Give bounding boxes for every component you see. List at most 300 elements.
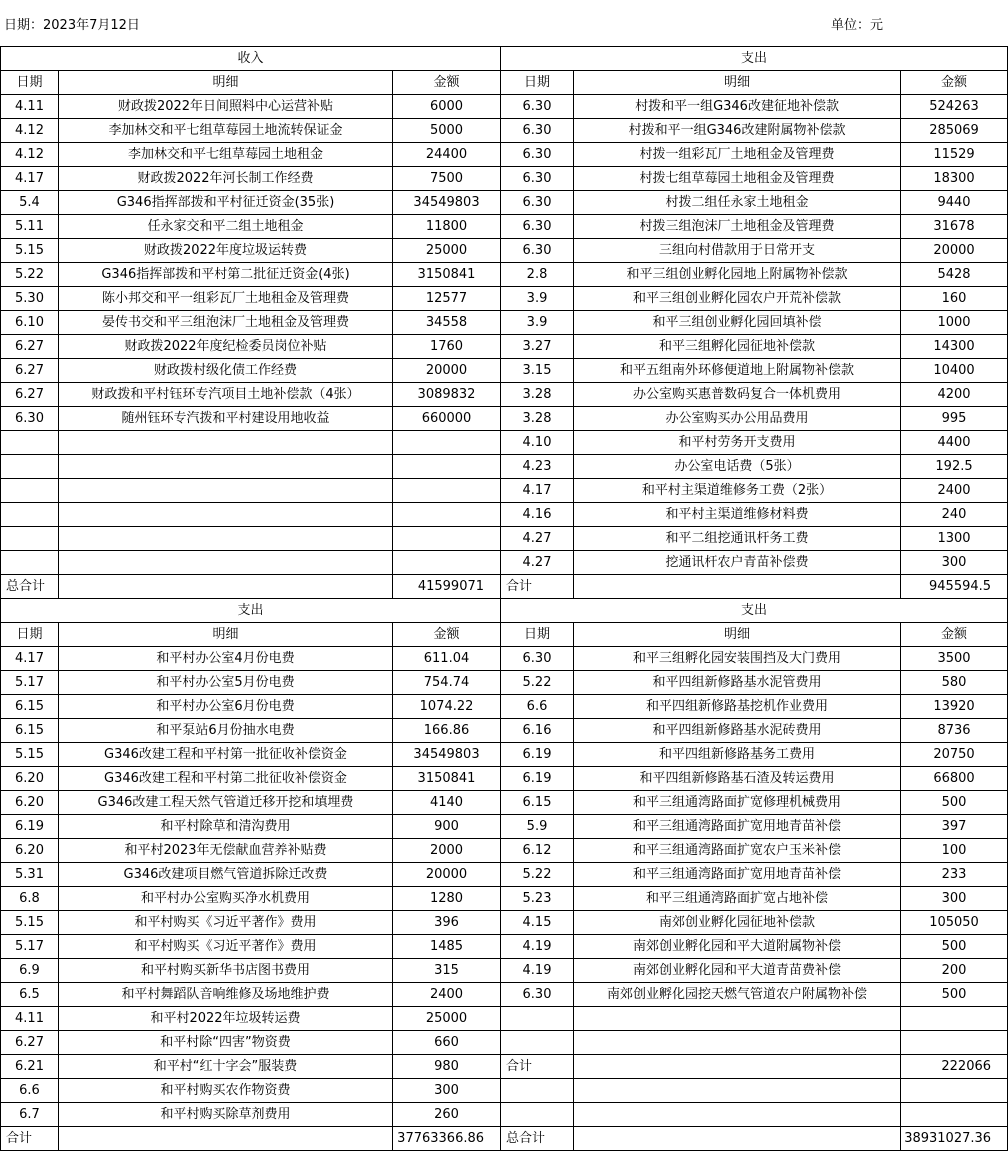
entry-detail: 和平村“红十字会”服装费 bbox=[59, 1055, 393, 1079]
table-row bbox=[1, 719, 1008, 743]
table-row bbox=[1, 455, 1008, 479]
entry-detail: 和平村主渠道维修材料费 bbox=[574, 503, 901, 527]
date-column-header: 日期 bbox=[1, 71, 59, 95]
expense-subtotal-value: 222066 bbox=[901, 1055, 1008, 1079]
grand-total-row bbox=[1, 1127, 1008, 1151]
entry-date: 6.30 bbox=[501, 647, 574, 671]
entry-date bbox=[1, 503, 59, 527]
report-date: 日期：2023年7月12日 bbox=[4, 18, 140, 33]
table-row bbox=[1, 119, 1008, 143]
amount-column-header: 金额 bbox=[901, 71, 1008, 95]
entry-amount: 995 bbox=[901, 407, 1008, 431]
entry-detail: 村拨二组任永家土地租金 bbox=[574, 191, 901, 215]
entry-amount: 20000 bbox=[901, 239, 1008, 263]
entry-amount bbox=[393, 455, 501, 479]
table-row bbox=[1, 287, 1008, 311]
entry-date: 6.27 bbox=[1, 383, 59, 407]
entry-date: 3.9 bbox=[501, 287, 574, 311]
amount-column-header: 金额 bbox=[393, 71, 501, 95]
table-row bbox=[1, 1079, 1008, 1103]
entry-date bbox=[1, 527, 59, 551]
entry-amount: 200 bbox=[901, 959, 1008, 983]
section-title-row bbox=[1, 599, 1008, 623]
table-row bbox=[1, 311, 1008, 335]
entry-detail bbox=[574, 1031, 901, 1055]
entry-date: 6.30 bbox=[501, 167, 574, 191]
entry-detail: 和平泵站6月份抽水电费 bbox=[59, 719, 393, 743]
table-row bbox=[1, 503, 1008, 527]
entry-date: 6.5 bbox=[1, 983, 59, 1007]
table-row bbox=[1, 527, 1008, 551]
entry-detail: 和平三组孵化园安装围挡及大门费用 bbox=[574, 647, 901, 671]
entry-detail: 南郊创业孵化园挖天燃气管道农户附属物补偿 bbox=[574, 983, 901, 1007]
entry-date: 4.11 bbox=[1, 1007, 59, 1031]
entry-date: 6.27 bbox=[1, 359, 59, 383]
entry-detail: 和平村购买除草剂费用 bbox=[59, 1103, 393, 1127]
entry-date: 2.8 bbox=[501, 263, 574, 287]
table-row bbox=[1, 935, 1008, 959]
date-column-header: 日期 bbox=[1, 623, 59, 647]
entry-detail: G346指挥部拨和平村第二批征迁资金(4张) bbox=[59, 263, 393, 287]
entry-amount: 34558 bbox=[393, 311, 501, 335]
table-row bbox=[1, 959, 1008, 983]
entry-date bbox=[1, 551, 59, 575]
entry-amount: 980 bbox=[393, 1055, 501, 1079]
entry-amount: 1300 bbox=[901, 527, 1008, 551]
entry-amount: 24400 bbox=[393, 143, 501, 167]
entry-detail: 和平村主渠道维修务工费（2张） bbox=[574, 479, 901, 503]
expense-section-2-title: 支出 bbox=[1, 599, 501, 623]
entry-amount: 12577 bbox=[393, 287, 501, 311]
entry-detail: 财政拨2022年度纪检委员岗位补贴 bbox=[59, 335, 393, 359]
entry-date bbox=[501, 1079, 574, 1103]
income-total-value: 41599071 bbox=[393, 575, 501, 599]
entry-amount: 300 bbox=[393, 1079, 501, 1103]
entry-detail bbox=[59, 455, 393, 479]
entry-amount: 1485 bbox=[393, 935, 501, 959]
amount-column-header: 金额 bbox=[393, 623, 501, 647]
entry-amount: 580 bbox=[901, 671, 1008, 695]
entry-amount: 11529 bbox=[901, 143, 1008, 167]
entry-detail: 和平村购买新华书店图书费用 bbox=[59, 959, 393, 983]
entry-date: 5.31 bbox=[1, 863, 59, 887]
detail-column-header: 明细 bbox=[59, 71, 393, 95]
entry-amount bbox=[901, 1079, 1008, 1103]
table-row bbox=[1, 143, 1008, 167]
entry-amount: 13920 bbox=[901, 695, 1008, 719]
entry-date: 5.22 bbox=[501, 671, 574, 695]
entry-detail: 和平村购买农作物资费 bbox=[59, 1079, 393, 1103]
entry-amount: 14300 bbox=[901, 335, 1008, 359]
entry-amount: 315 bbox=[393, 959, 501, 983]
table-row bbox=[1, 983, 1008, 1007]
entry-detail: 李加林交和平七组草莓园土地租金 bbox=[59, 143, 393, 167]
grand-total-label: 总合计 bbox=[501, 1127, 574, 1151]
entry-detail: 和平四组新修路基务工费用 bbox=[574, 743, 901, 767]
expense-section-title: 支出 bbox=[501, 47, 1008, 71]
table-row bbox=[1, 1103, 1008, 1127]
entry-detail: 南郊创业孵化园和平大道青苗费补偿 bbox=[574, 959, 901, 983]
column-header-row bbox=[1, 71, 1008, 95]
entry-date: 6.8 bbox=[1, 887, 59, 911]
entry-detail: 和平四组新修路基挖机作业费用 bbox=[574, 695, 901, 719]
entry-amount bbox=[901, 1103, 1008, 1127]
entry-detail: 和平村2023年无偿献血营养补贴费 bbox=[59, 839, 393, 863]
entry-amount bbox=[393, 527, 501, 551]
entry-detail: 财政拨2022年度垃圾运转费 bbox=[59, 239, 393, 263]
entry-date: 5.17 bbox=[1, 935, 59, 959]
table-row bbox=[1, 743, 1008, 767]
table-row bbox=[1, 95, 1008, 119]
entry-detail: 和平村2022年垃圾转运费 bbox=[59, 1007, 393, 1031]
date-column-header: 日期 bbox=[501, 623, 574, 647]
entry-detail: 和平村办公室6月份电费 bbox=[59, 695, 393, 719]
entry-detail: G346改建工程和平村第二批征收补偿资金 bbox=[59, 767, 393, 791]
entry-detail bbox=[59, 551, 393, 575]
entry-amount: 3150841 bbox=[393, 263, 501, 287]
entry-amount: 192.5 bbox=[901, 455, 1008, 479]
entry-detail: 和平村购买《习近平著作》费用 bbox=[59, 935, 393, 959]
entry-amount: 100 bbox=[901, 839, 1008, 863]
entry-amount: 4200 bbox=[901, 383, 1008, 407]
entry-detail: 和平三组通湾路面扩宽农户玉米补偿 bbox=[574, 839, 901, 863]
detail-column-header: 明细 bbox=[574, 71, 901, 95]
table-row bbox=[1, 863, 1008, 887]
detail-column-header: 明细 bbox=[59, 623, 393, 647]
entry-date: 6.20 bbox=[1, 839, 59, 863]
entry-date: 4.17 bbox=[1, 167, 59, 191]
entry-date: 5.11 bbox=[1, 215, 59, 239]
entry-date bbox=[1, 431, 59, 455]
entry-amount: 900 bbox=[393, 815, 501, 839]
entry-date: 4.27 bbox=[501, 527, 574, 551]
entry-detail: 和平三组通湾路面扩宽用地青苗补偿 bbox=[574, 863, 901, 887]
entry-date: 6.15 bbox=[501, 791, 574, 815]
table-row bbox=[1, 911, 1008, 935]
entry-amount: 660000 bbox=[393, 407, 501, 431]
entry-date: 6.30 bbox=[501, 95, 574, 119]
entry-date: 6.20 bbox=[1, 791, 59, 815]
entry-detail: 和平三组通湾路面扩宽占地补偿 bbox=[574, 887, 901, 911]
entry-amount: 1074.22 bbox=[393, 695, 501, 719]
entry-detail: 财政拨和平村钰环专汽项目土地补偿款（4张） bbox=[59, 383, 393, 407]
expense-total-label: 合计 bbox=[1, 1127, 59, 1151]
entry-date: 3.28 bbox=[501, 383, 574, 407]
entry-amount: 524263 bbox=[901, 95, 1008, 119]
entry-date: 6.30 bbox=[501, 983, 574, 1007]
entry-date: 4.23 bbox=[501, 455, 574, 479]
entry-amount: 1000 bbox=[901, 311, 1008, 335]
entry-detail: 和平三组通湾路面扩宽用地青苗补偿 bbox=[574, 815, 901, 839]
entry-detail bbox=[574, 1103, 901, 1127]
entry-date: 6.30 bbox=[501, 215, 574, 239]
entry-amount: 10400 bbox=[901, 359, 1008, 383]
entry-amount bbox=[393, 479, 501, 503]
expense-total-value: 945594.5 bbox=[901, 575, 1008, 599]
entry-amount: 31678 bbox=[901, 215, 1008, 239]
entry-amount: 4140 bbox=[393, 791, 501, 815]
entry-amount: 5000 bbox=[393, 119, 501, 143]
entry-detail: 和平村办公室购买净水机费用 bbox=[59, 887, 393, 911]
entry-detail: 村拨一组彩瓦厂土地租金及管理费 bbox=[574, 143, 901, 167]
entry-date: 6.27 bbox=[1, 335, 59, 359]
entry-amount: 1760 bbox=[393, 335, 501, 359]
entry-detail: 办公室购买办公用品费用 bbox=[574, 407, 901, 431]
entry-amount bbox=[393, 431, 501, 455]
sheet-header bbox=[0, 0, 1008, 46]
entry-date bbox=[501, 1031, 574, 1055]
ledger-table bbox=[0, 46, 1008, 1151]
entry-amount: 500 bbox=[901, 983, 1008, 1007]
entry-date: 4.27 bbox=[501, 551, 574, 575]
entry-date: 4.12 bbox=[1, 119, 59, 143]
entry-date: 6.15 bbox=[1, 695, 59, 719]
entry-amount bbox=[901, 1007, 1008, 1031]
entry-detail: 和平四组新修路基水泥管费用 bbox=[574, 671, 901, 695]
entry-date: 6.9 bbox=[1, 959, 59, 983]
table-row bbox=[1, 791, 1008, 815]
entry-amount: 34549803 bbox=[393, 743, 501, 767]
entry-amount: 18300 bbox=[901, 167, 1008, 191]
entry-amount: 397 bbox=[901, 815, 1008, 839]
entry-detail: G346改建项目燃气管道拆除迁改费 bbox=[59, 863, 393, 887]
entry-amount: 34549803 bbox=[393, 191, 501, 215]
entry-date: 3.15 bbox=[501, 359, 574, 383]
entry-date: 6.30 bbox=[501, 119, 574, 143]
table-row bbox=[1, 1055, 1008, 1079]
entry-amount bbox=[901, 1031, 1008, 1055]
entry-date: 4.19 bbox=[501, 935, 574, 959]
entry-detail bbox=[574, 1079, 901, 1103]
entry-amount: 25000 bbox=[393, 1007, 501, 1031]
entry-date: 5.4 bbox=[1, 191, 59, 215]
entry-date: 4.17 bbox=[501, 479, 574, 503]
entry-date: 6.15 bbox=[1, 719, 59, 743]
entry-date: 4.19 bbox=[501, 959, 574, 983]
entry-date: 3.27 bbox=[501, 335, 574, 359]
table-row bbox=[1, 1007, 1008, 1031]
table-row bbox=[1, 215, 1008, 239]
entry-date bbox=[1, 479, 59, 503]
entry-date: 6.6 bbox=[1, 1079, 59, 1103]
entry-detail: 和平四组新修路基水泥砖费用 bbox=[574, 719, 901, 743]
entry-detail: G346改建工程天然气管道迁移开挖和填埋费 bbox=[59, 791, 393, 815]
entry-amount bbox=[393, 503, 501, 527]
entry-detail: 和平三组创业孵化园回填补偿 bbox=[574, 311, 901, 335]
entry-date: 6.30 bbox=[501, 191, 574, 215]
entry-detail: 财政拨2022年日间照料中心运营补贴 bbox=[59, 95, 393, 119]
entry-detail: 和平四组新修路基石渣及转运费用 bbox=[574, 767, 901, 791]
entry-amount: 754.74 bbox=[393, 671, 501, 695]
entry-amount: 9440 bbox=[901, 191, 1008, 215]
entry-date: 5.23 bbox=[501, 887, 574, 911]
entry-detail: 三组向村借款用于日常开支 bbox=[574, 239, 901, 263]
total-spacer bbox=[574, 575, 901, 599]
entry-amount bbox=[393, 551, 501, 575]
entry-detail: 和平村除“四害”物资费 bbox=[59, 1031, 393, 1055]
entry-detail bbox=[59, 503, 393, 527]
entry-date: 4.17 bbox=[1, 647, 59, 671]
entry-date: 6.20 bbox=[1, 767, 59, 791]
entry-detail: 村拨和平一组G346改建征地补偿款 bbox=[574, 95, 901, 119]
entry-detail: 和平五组南外环修便道地上附属物补偿款 bbox=[574, 359, 901, 383]
entry-date: 6.19 bbox=[501, 767, 574, 791]
entry-date: 4.11 bbox=[1, 95, 59, 119]
table-row bbox=[1, 839, 1008, 863]
total-spacer bbox=[574, 1127, 901, 1151]
entry-amount: 166.86 bbox=[393, 719, 501, 743]
entry-detail: 村拨三组泡沫厂土地租金及管理费 bbox=[574, 215, 901, 239]
total-spacer bbox=[59, 1127, 393, 1151]
amount-column-header: 金额 bbox=[901, 623, 1008, 647]
entry-date: 4.15 bbox=[501, 911, 574, 935]
entry-detail: 和平村劳务开支费用 bbox=[574, 431, 901, 455]
total-spacer bbox=[59, 575, 393, 599]
table-row bbox=[1, 335, 1008, 359]
table-row bbox=[1, 407, 1008, 431]
expense-subtotal-label: 合计 bbox=[501, 1055, 574, 1079]
entry-amount: 160 bbox=[901, 287, 1008, 311]
expense-section-3-title: 支出 bbox=[501, 599, 1008, 623]
entry-date: 6.12 bbox=[501, 839, 574, 863]
entry-detail: 财政拨2022年河长制工作经费 bbox=[59, 167, 393, 191]
entry-amount: 6000 bbox=[393, 95, 501, 119]
entry-date bbox=[501, 1103, 574, 1127]
total-row bbox=[1, 575, 1008, 599]
entry-detail: G346改建工程和平村第一批征收补偿资金 bbox=[59, 743, 393, 767]
currency-unit: 单位：元 bbox=[831, 18, 884, 33]
entry-detail: 和平村办公室4月份电费 bbox=[59, 647, 393, 671]
entry-amount: 233 bbox=[901, 863, 1008, 887]
entry-amount: 20750 bbox=[901, 743, 1008, 767]
entry-detail: 任永家交和平二组土地租金 bbox=[59, 215, 393, 239]
entry-amount: 2400 bbox=[393, 983, 501, 1007]
entry-date: 6.27 bbox=[1, 1031, 59, 1055]
table-row bbox=[1, 239, 1008, 263]
table-row bbox=[1, 887, 1008, 911]
entry-detail: 和平村舞蹈队音响维修及场地维护费 bbox=[59, 983, 393, 1007]
entry-detail: G346指挥部拨和平村征迁资金(35张) bbox=[59, 191, 393, 215]
entry-amount: 1280 bbox=[393, 887, 501, 911]
entry-amount: 285069 bbox=[901, 119, 1008, 143]
entry-detail: 南郊创业孵化园征地补偿款 bbox=[574, 911, 901, 935]
entry-detail: 办公室购买惠普数码复合一体机费用 bbox=[574, 383, 901, 407]
entry-detail bbox=[59, 527, 393, 551]
entry-date: 5.17 bbox=[1, 671, 59, 695]
table-row bbox=[1, 263, 1008, 287]
entry-detail: 挖通讯杆农户青苗补偿费 bbox=[574, 551, 901, 575]
entry-amount: 105050 bbox=[901, 911, 1008, 935]
entry-detail: 南郊创业孵化园和平大道附属物补偿 bbox=[574, 935, 901, 959]
entry-detail: 和平村除草和清沟费用 bbox=[59, 815, 393, 839]
entry-detail: 和平三组孵化园征地补偿款 bbox=[574, 335, 901, 359]
entry-amount: 500 bbox=[901, 791, 1008, 815]
table-row bbox=[1, 431, 1008, 455]
entry-amount: 396 bbox=[393, 911, 501, 935]
entry-amount: 3089832 bbox=[393, 383, 501, 407]
entry-date: 5.22 bbox=[501, 863, 574, 887]
entry-amount: 240 bbox=[901, 503, 1008, 527]
entry-date: 6.10 bbox=[1, 311, 59, 335]
entry-amount: 3500 bbox=[901, 647, 1008, 671]
table-row bbox=[1, 383, 1008, 407]
detail-column-header: 明细 bbox=[574, 623, 901, 647]
expense-total-value: 37763366.86 bbox=[393, 1127, 501, 1151]
table-row bbox=[1, 767, 1008, 791]
entry-detail bbox=[59, 431, 393, 455]
entry-amount: 2400 bbox=[901, 479, 1008, 503]
entry-detail: 李加林交和平七组草莓园土地流转保证金 bbox=[59, 119, 393, 143]
entry-detail: 和平二组挖通讯杆务工费 bbox=[574, 527, 901, 551]
expense-total-label: 合计 bbox=[501, 575, 574, 599]
entry-amount: 8736 bbox=[901, 719, 1008, 743]
entry-amount: 11800 bbox=[393, 215, 501, 239]
entry-detail: 和平三组创业孵化园农户开荒补偿款 bbox=[574, 287, 901, 311]
entry-detail: 随州钰环专汽拨和平村建设用地收益 bbox=[59, 407, 393, 431]
entry-date: 5.15 bbox=[1, 239, 59, 263]
entry-date bbox=[1, 455, 59, 479]
entry-amount: 66800 bbox=[901, 767, 1008, 791]
entry-detail: 晏传书交和平三组泡沫厂土地租金及管理费 bbox=[59, 311, 393, 335]
entry-amount: 7500 bbox=[393, 167, 501, 191]
entry-date: 3.9 bbox=[501, 311, 574, 335]
entry-detail: 陈小邦交和平一组彩瓦厂土地租金及管理费 bbox=[59, 287, 393, 311]
table-row bbox=[1, 551, 1008, 575]
table-row bbox=[1, 359, 1008, 383]
entry-date: 5.30 bbox=[1, 287, 59, 311]
entry-amount: 300 bbox=[901, 551, 1008, 575]
entry-date: 4.12 bbox=[1, 143, 59, 167]
entry-detail: 和平村办公室5月份电费 bbox=[59, 671, 393, 695]
entry-date: 5.15 bbox=[1, 911, 59, 935]
table-row bbox=[1, 191, 1008, 215]
entry-date bbox=[501, 1007, 574, 1031]
entry-amount: 500 bbox=[901, 935, 1008, 959]
entry-date: 6.16 bbox=[501, 719, 574, 743]
entry-date: 4.16 bbox=[501, 503, 574, 527]
entry-detail bbox=[574, 1055, 901, 1079]
entry-amount: 5428 bbox=[901, 263, 1008, 287]
table-row bbox=[1, 167, 1008, 191]
entry-detail: 和平村购买《习近平著作》费用 bbox=[59, 911, 393, 935]
section-title-row bbox=[1, 47, 1008, 71]
grand-total-value: 38931027.36 bbox=[901, 1127, 1008, 1151]
entry-date: 6.6 bbox=[501, 695, 574, 719]
entry-date: 6.30 bbox=[501, 239, 574, 263]
entry-date: 6.30 bbox=[501, 143, 574, 167]
income-total-label: 总合计 bbox=[1, 575, 59, 599]
table-row bbox=[1, 647, 1008, 671]
entry-amount: 20000 bbox=[393, 359, 501, 383]
entry-amount: 20000 bbox=[393, 863, 501, 887]
entry-amount: 260 bbox=[393, 1103, 501, 1127]
entry-date: 3.28 bbox=[501, 407, 574, 431]
entry-detail: 财政拨村级化债工作经费 bbox=[59, 359, 393, 383]
entry-amount: 25000 bbox=[393, 239, 501, 263]
entry-detail: 和平三组通湾路面扩宽修理机械费用 bbox=[574, 791, 901, 815]
entry-date: 6.19 bbox=[1, 815, 59, 839]
income-section-title: 收入 bbox=[1, 47, 501, 71]
entry-amount: 300 bbox=[901, 887, 1008, 911]
entry-date: 4.10 bbox=[501, 431, 574, 455]
entry-date: 5.15 bbox=[1, 743, 59, 767]
entry-detail: 和平三组创业孵化园地上附属物补偿款 bbox=[574, 263, 901, 287]
entry-date: 6.19 bbox=[501, 743, 574, 767]
entry-detail: 办公室电话费（5张） bbox=[574, 455, 901, 479]
entry-amount: 2000 bbox=[393, 839, 501, 863]
entry-date: 6.21 bbox=[1, 1055, 59, 1079]
entry-detail: 村拨七组草莓园土地租金及管理费 bbox=[574, 167, 901, 191]
